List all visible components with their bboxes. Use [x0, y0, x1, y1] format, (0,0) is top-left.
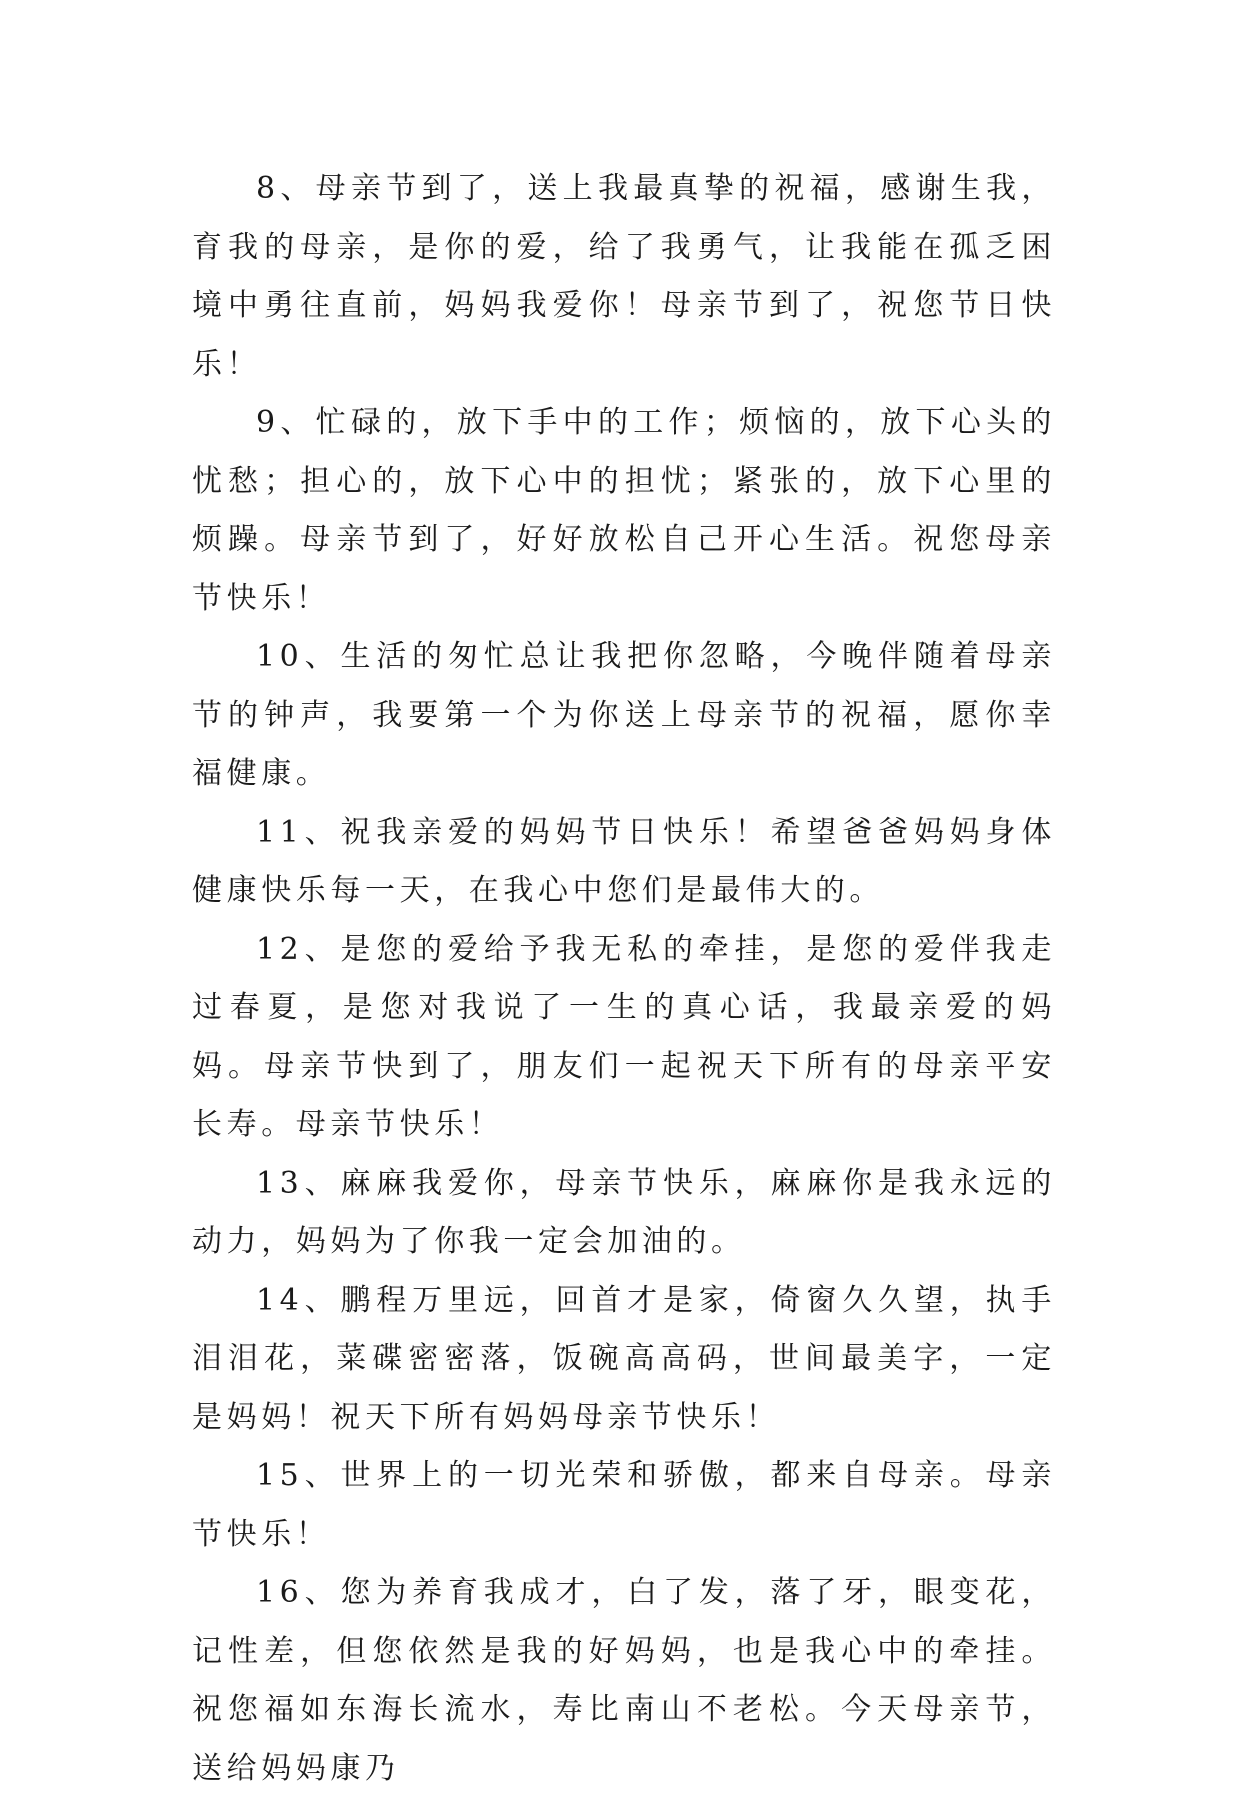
paragraph-13: 13、麻麻我爱你，母亲节快乐，麻麻你是我永远的动力，妈妈为了你我一定会加油的。 [192, 1165, 1056, 1259]
paragraph-16: 16、您为养育我成才，白了发，落了牙，眼变花，记性差，但您依然是我的好妈妈，也是我心中的牵挂。祝您福如东海长流水，寿比南山不老松。今天母亲节，送给妈妈康乃 [192, 1575, 1056, 1786]
paragraph-8: 8、母亲节到了，送上我最真挚的祝福，感谢生我，育我的母亲，是你的爱，给了我勇气，让我能在孤乏困境中勇往直前，妈妈我爱你！母亲节到了，祝您节日快乐！ [192, 171, 1056, 382]
document-body [192, 160, 1056, 1798]
paragraph-10: 10、生活的匆忙总让我把你忽略，今晚伴随着母亲节的钟声，我要第一个为你送上母亲节的祝福，愿你幸福健康。 [192, 639, 1056, 791]
paragraph-9: 9、忙碌的，放下手中的工作；烦恼的，放下心头的忧愁；担心的，放下心中的担忧；紧张的，放下心里的烦躁。母亲节到了，好好放松自己开心生活。祝您母亲节快乐！ [192, 405, 1056, 616]
paragraph-11: 11、祝我亲爱的妈妈节日快乐！希望爸爸妈妈身体健康快乐每一天，在我心中您们是最伟大的。 [192, 814, 1056, 908]
paragraph-15: 15、世界上的一切光荣和骄傲，都来自母亲。母亲节快乐！ [192, 1458, 1056, 1552]
paragraph-14: 14、鹏程万里远，回首才是家，倚窗久久望，执手泪泪花，菜碟密密落，饭碗高高码，世间最美字，一定是妈妈！祝天下所有妈妈母亲节快乐！ [192, 1282, 1056, 1435]
paragraph-12: 12、是您的爱给予我无私的牵挂，是您的爱伴我走过春夏，是您对我说了一生的真心话，我最亲爱的妈妈。母亲节快到了，朋友们一起祝天下所有的母亲平安长寿。母亲节快乐！ [192, 931, 1056, 1142]
